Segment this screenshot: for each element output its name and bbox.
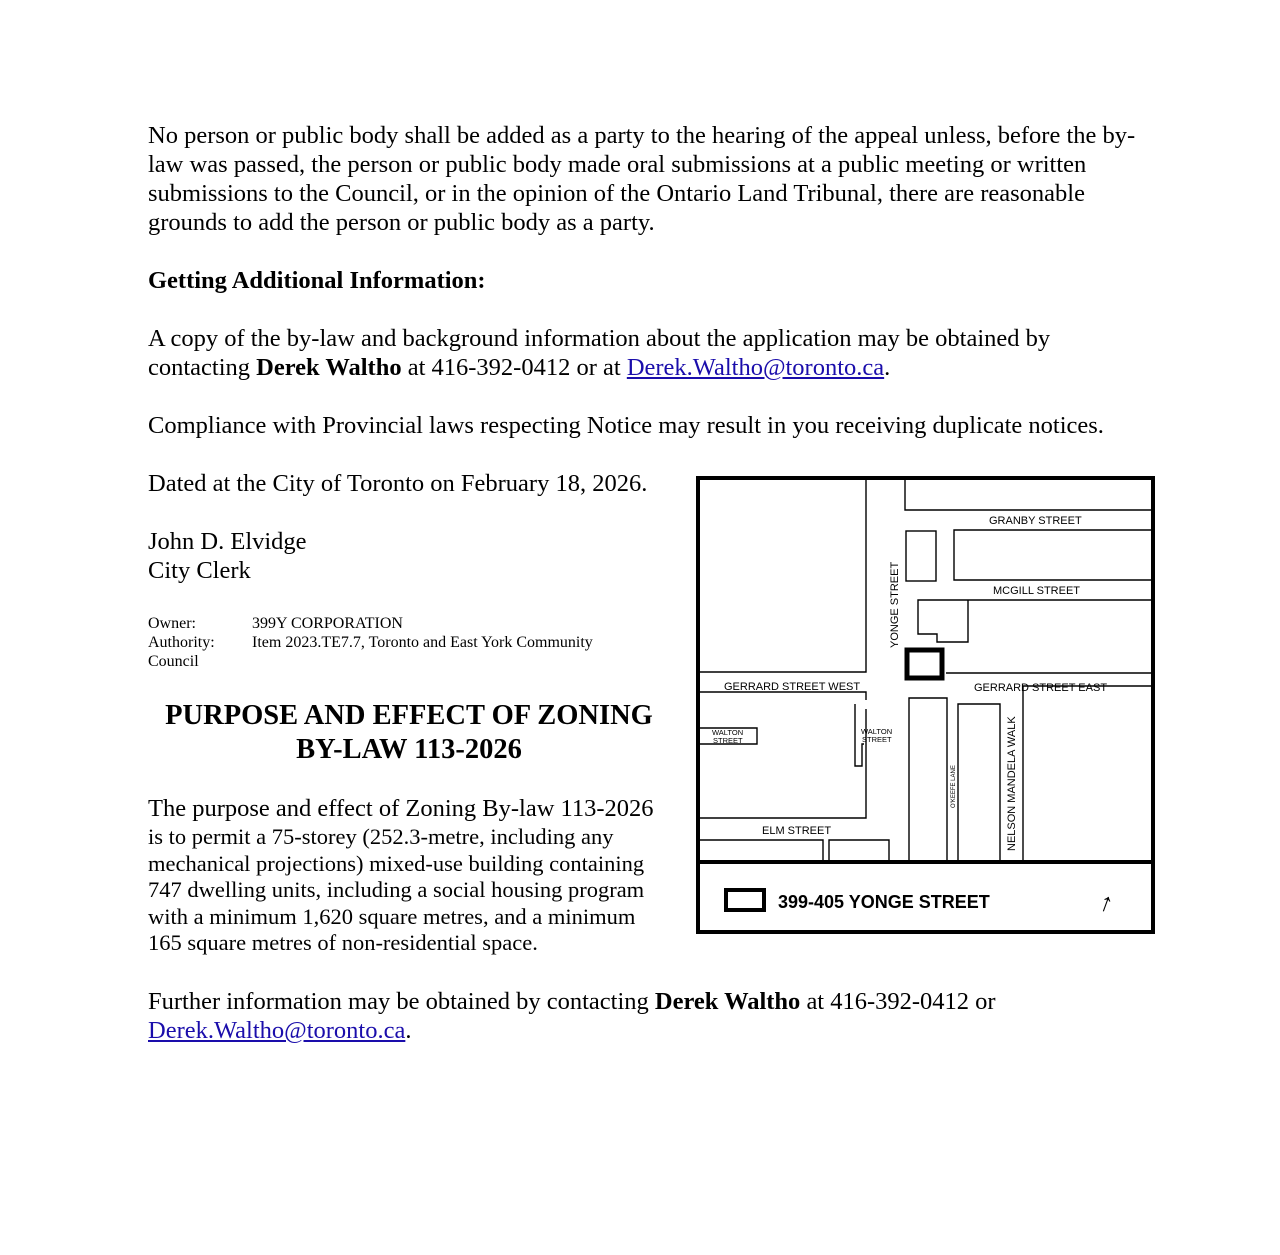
further-email-link[interactable]: Derek.Waltho@toronto.ca	[148, 1017, 406, 1044]
contact-name: Derek Waltho	[256, 354, 402, 381]
owner-label: Owner:	[148, 615, 196, 632]
further-info-text: Further information may be obtained by contacting	[148, 988, 655, 1015]
parties-paragraph: No person or public body shall be added as a party to the hearing of the appeal unless, before the by-law was passed, the person or public body made oral submissions at a public meeting or written submissions to the Council, or in the opinion of the Ontario Land Tribunal, there are reasonable grounds to add the person or public body as a party.	[148, 122, 1136, 236]
label-walton-street-mid-1: WALTON	[861, 727, 893, 736]
label-gerrard-street-west: GERRARD STREET WEST	[724, 681, 861, 693]
additional-info-heading: Getting Additional Information:	[148, 267, 486, 294]
purpose-line-2: is to permit a 75-storey (252.3-metre, including any	[148, 824, 614, 849]
authority-continuation: Council	[148, 653, 199, 670]
label-elm-street: ELM STREET	[762, 825, 832, 837]
block-elm-south-mid	[829, 840, 889, 860]
label-gerrard-street-east: GERRARD STREET EAST	[974, 682, 1108, 694]
further-info-phone-text: at 416-392-0412 or	[800, 988, 996, 1015]
further-info-period: .	[405, 1017, 412, 1044]
signatory-title: City Clerk	[148, 557, 251, 584]
map-blocks	[700, 480, 1151, 860]
purpose-title-line2: BY-LAW 113-2026	[296, 734, 522, 765]
block-gerrard-west-south	[700, 692, 866, 700]
authority-label: Authority:	[148, 634, 215, 651]
label-walton-street-west-1: WALTON	[712, 728, 744, 737]
signatory-name: John D. Elvidge	[148, 528, 307, 555]
label-okeefe-lane: O'KEEFE LANE	[951, 765, 957, 808]
block-okeefe-east	[958, 704, 1000, 860]
additional-info-paragraph	[148, 324, 1108, 382]
label-yonge-street: YONGE STREET	[889, 561, 901, 648]
further-contact-name: Derek Waltho	[654, 988, 801, 1015]
legend-site-icon	[726, 890, 764, 910]
block-small-north	[906, 531, 936, 581]
block-east-yonge	[909, 698, 947, 860]
purpose-line-4: 747 dwelling units, including a social housing program	[148, 877, 645, 902]
dated-line: Dated at the City of Toronto on February 18, 2026.	[148, 470, 648, 497]
owner-value: 399Y CORPORATION	[252, 615, 403, 632]
label-nelson-mandela-walk: NELSON MANDELA WALK	[1006, 716, 1018, 851]
block-se	[1023, 686, 1151, 860]
label-mcgill-street: MCGILL STREET	[993, 585, 1080, 597]
north-arrow-icon: ↑	[1095, 885, 1118, 919]
block-mcgill-south	[918, 600, 1151, 642]
purpose-line-1: The purpose and effect of Zoning By-law 113-2026	[148, 795, 654, 822]
subject-site-marker	[907, 650, 942, 678]
purpose-line-6: 165 square metres of non-residential space.	[148, 930, 538, 955]
label-walton-street-west-2: STREET	[713, 736, 743, 745]
block-sw	[700, 709, 866, 818]
email-link[interactable]: Derek.Waltho@toronto.ca	[626, 354, 885, 381]
label-granby-street: GRANBY STREET	[989, 515, 1082, 527]
block-granby-mcgill	[954, 530, 1151, 580]
compliance-notice: Compliance with Provincial laws respecting Notice may result in you receiving duplicate notices.	[148, 412, 1104, 439]
block-nw	[700, 480, 866, 672]
additional-info-phone-text: at 416-392-0412 or at	[401, 354, 627, 381]
purpose-line-3: mechanical projections) mixed-use building containing	[148, 851, 645, 876]
block-elm-south-west	[700, 840, 823, 860]
location-map	[696, 476, 1156, 936]
purpose-title-line1: PURPOSE AND EFFECT OF ZONING	[165, 700, 653, 731]
legend-label: 399-405 YONGE STREET	[778, 892, 990, 912]
additional-info-text: A copy of the by-law and background information about the application may be obtained by contacting	[148, 325, 1051, 381]
further-info-paragraph	[148, 987, 1148, 1045]
purpose-line-5: with a minimum 1,620 square metres, and a minimum	[148, 904, 636, 929]
additional-info-period: .	[884, 354, 891, 381]
authority-value: Item 2023.TE7.7, Toronto and East York Community	[252, 634, 593, 651]
label-walton-street-mid-2: STREET	[862, 735, 892, 744]
block-north-granby	[905, 480, 1151, 510]
